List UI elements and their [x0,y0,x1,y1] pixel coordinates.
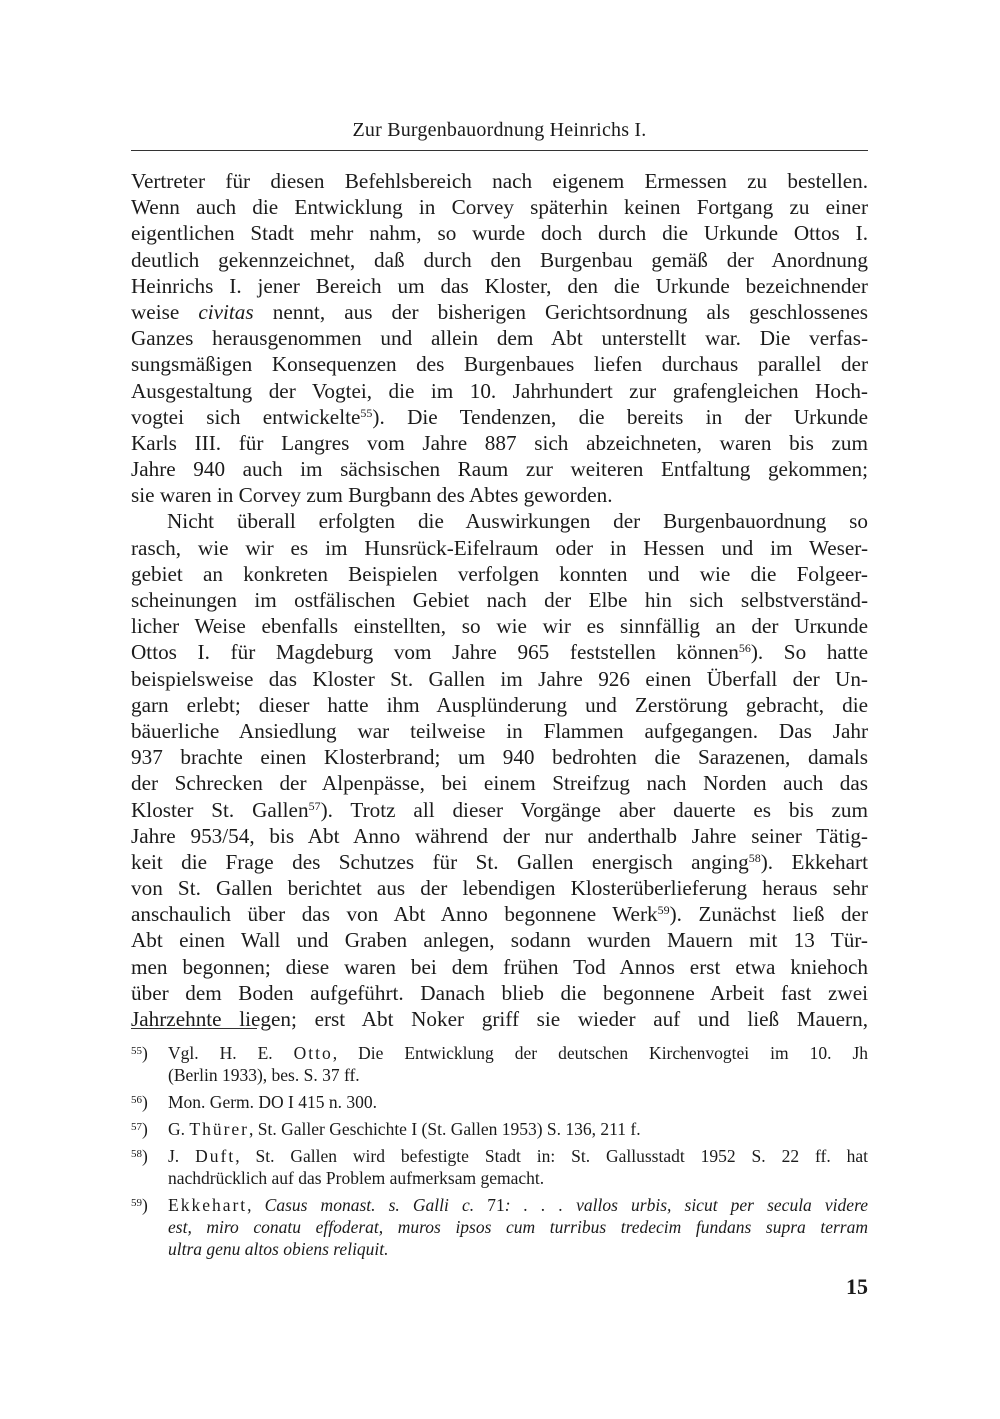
text-line: scheinungen im ostfälischen Gebiet nach der Elbe hin sich selbstverständ- [131,588,868,612]
text-line: Vertreter für diesen Befehlsbereich nach eigenem Ermessen zu bestellen. [131,169,868,193]
text-line: von St. Gallen berichtet aus der lebendigen Klosterüberlieferung heraus sehr [131,876,868,901]
text-line: Jahre 953/54, bis Abt Anno während der nur anderthalb Jahre seiner Tätig- [131,823,868,848]
header-rule [131,150,868,151]
footnote [131,1118,868,1140]
footnote-line: Mon. Germ. DO I 415 n. 300. [168,1092,378,1112]
body-text [131,168,868,1032]
text-line: deutlich gekennzeichnet, daß durch den Burgenbau gemäß der Anordnung [131,247,868,272]
text-line: keit die Frage des Schutzes für St. Gallen energisch anging$^{58}$). Ekkehart [131,849,868,874]
footnote-number: $^{55}$) [131,1043,148,1063]
text-line: Karls III. für Langres vom Jahre 887 sich abzeichneten, waren bis zum [131,430,868,455]
footnote-line: J. Duft, St. Gallen wird befestigte Stadt in: St. Gallusstadt 1952 S. 22 ff. hat [168,1146,868,1166]
footnote-rule [131,1028,257,1029]
footnotes [131,1042,868,1265]
text-line: sungsmäßigen Konsequenzen des Burgenbaues liefen durchaus parallel der [131,352,868,377]
text-line: Ottos I. für Magdeburg vom Jahre 965 feststellen können$^{56}$). So hatte [131,640,868,665]
page-number: 15 [846,1274,868,1299]
text-line: garn erlebt; dieser hatte ihm Ausplünderung und Zerstörung gebracht, die [131,692,868,717]
text-line: rasch, wie wir es im Hunsrück-Eifelraum oder in Hessen und im Weser- [131,535,868,560]
text-line: Heinrichs I. jener Bereich um das Kloster, den die Urkunde bezeichnender [131,273,868,298]
text-line: weise civitas nennt, aus der bisherigen Gerichtsordnung als geschlossenes [131,299,868,324]
footnote-line: est, miro conatu effoderat, muros ipsos cum turribus tredecim fundans supra terram [168,1217,868,1237]
text-line: der Schrecken der Alpenpässe, bei einem Streifzug nach Norden auch das [131,771,868,796]
footnote-line: ultra genu altos obiens reliquit. [168,1239,389,1259]
text-line: beispielsweise das Kloster St. Gallen im Jahre 926 einen Überfall der Un- [131,666,868,691]
footnote [131,1145,868,1189]
footnote-line: nachdrücklich auf das Problem aufmerksam gemacht. [168,1168,545,1188]
text-line: men begonnen; diese waren bei dem frühen Tod Annos erst etwa kniehoch [131,954,868,979]
text-line: sie waren in Corvey zum Burgbann des Abtes geworden. [131,483,613,508]
footnote-line: Vgl. H. E. Otto, Die Entwicklung der deutschen Kirchenvogtei im 10. Jh [168,1043,869,1063]
text-line: eigentlichen Stadt mehr nahm, so wurde doch durch die Urkunde Ottos I. [131,221,868,246]
footnote-number: $^{59}$) [131,1195,148,1215]
text-line: 937 brachte einen Klosterbrand; um 940 bedrohten die Sarazenen, damals [131,745,868,770]
footnote [131,1042,868,1086]
footnote-line: Ekkehart, Casus monast. s. Galli c. 71: . . . vallos urbis, sicut per secula videre [168,1195,868,1215]
footnote-line: (Berlin 1933), bes. S. 37 ff. [168,1065,360,1085]
text-line: Ausgestaltung der Vogtei, die im 10. Jahrhundert zur grafengleichen Hoch- [131,378,868,403]
text-line: Nicht überall erfolgten die Auswirkungen der Burgenbauordnung so [167,509,868,534]
text-line: Ganzes herausgenommen und allein dem Abt unterstellt war. Die verfas- [131,326,868,351]
running-title: Zur Burgenbauordnung Heinrichs I. [352,119,647,141]
footnote-number: $^{56}$) [131,1092,148,1112]
footnote [131,1194,868,1260]
text-line: bäuerliche Ansiedlung war teilweise in Flammen aufgegangen. Das Jahr [131,718,868,743]
text-line: anschaulich über das von Abt Anno begonnene Werk$^{59}$). Zunächst ließ der [131,902,868,927]
footnote-line: G. Thürer, St. Galler Geschichte I (St. Gallen 1953) S. 136, 211 f. [168,1119,641,1139]
text-line: licher Weise ebenfalls einstellten, so wie wir es sinnfällig an der Urкunde [131,614,868,639]
text-line: Wenn auch die Entwicklung in Corvey späterhin keinen Fortgang zu einer [131,195,868,220]
text-line: Jahre 940 auch im sächsischen Raum zur weiteren Entfaltung gekommen; [131,457,868,482]
text-line: über dem Boden aufgeführt. Danach blieb die begonnene Arbeit fast zwei [131,980,868,1005]
text-line: gebiet an konkreten Beispielen verfolgen konnten und wie die Folgeer- [131,561,868,586]
footnote [131,1091,868,1113]
text-line: vogtei sich entwickelte$^{55}$). Die Tendenzen, die bereits in der Urkunde [131,404,868,429]
text-line: Kloster St. Gallen$^{57}$). Trotz all dieser Vorgänge aber dauerte es bis zum [131,797,868,822]
footnote-number: $^{57}$) [131,1119,148,1139]
text-line: Abt einen Wall und Graben anlegen, sodann wurden Mauern mit 13 Tür- [131,928,868,953]
footnote-number: $^{58}$) [131,1146,148,1166]
text-line: Jahrzehnte liegen; erst Abt Noker griff sie wieder auf und ließ Mauern, [131,1007,868,1031]
